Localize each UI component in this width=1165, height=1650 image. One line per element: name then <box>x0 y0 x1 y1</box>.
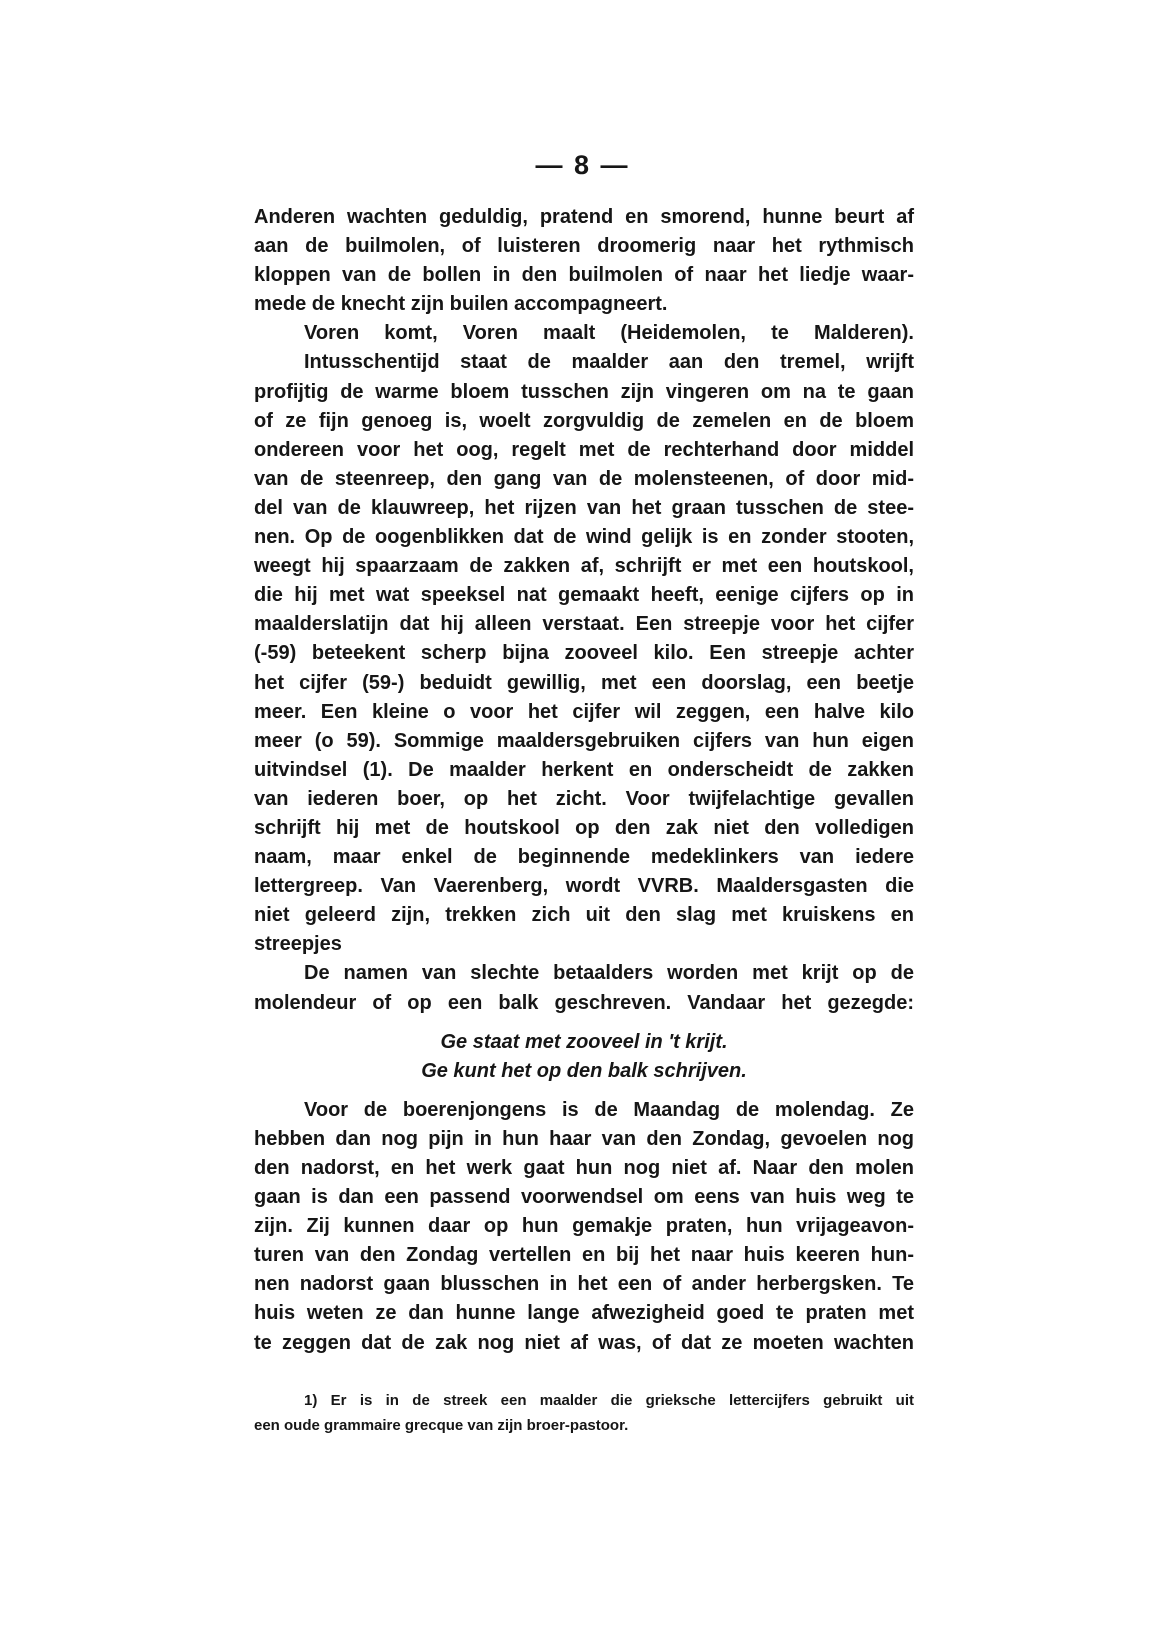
spacer <box>254 1018 914 1028</box>
text-line: De namen van slechte betaalders worden met krijt op de <box>304 962 914 985</box>
text-line: mede de knecht zijn builen accompagneert. <box>254 293 668 316</box>
text-line: weegt hij spaarzaam de zakken af, schrijft er met een houtskool, <box>254 555 914 578</box>
body-text <box>254 203 914 1358</box>
text-line: meer (o 59). Sommige maaldersgebruiken cijfers van hun eigen <box>254 729 914 752</box>
text-line: Voren komt, Voren maalt (Heidemolen, te Malderen). <box>304 322 914 345</box>
text-line: ondereen voor het oog, regelt met de rechterhand door middel <box>254 438 914 461</box>
text-line: del van de klauwreep, het rijzen van het graan tusschen de stee- <box>254 496 914 519</box>
text-line: aan de builmolen, of luisteren droomerig naar het rythmisch <box>254 235 914 258</box>
text-line: Anderen wachten geduldig, pratend en smorend, hunne beurt af <box>254 206 914 228</box>
text-line: nen nadorst gaan blusschen in het een of ander herbergsken. Te <box>254 1273 914 1296</box>
spacer <box>254 1086 914 1096</box>
text-line: nen. Op de oogenblikken dat de wind gelijk is en zonder stooten, <box>254 526 914 549</box>
text-line: (-59) beteekent scherp bijna zooveel kilo. Een streepje achter <box>254 642 914 665</box>
footnote-line: 1) Er is in de streek een maalder die grieksche lettercijfers gebruikt uit <box>304 1392 914 1409</box>
text-line: hebben dan nog pijn in hun haar van den Zondag, gevoelen nog <box>254 1127 914 1150</box>
text-line: van de steenreep, den gang van de molensteenen, of door mid- <box>254 467 914 490</box>
footnote <box>254 1388 914 1438</box>
text-line: uitvindsel (1). De maalder herkent en onderscheidt de zakken <box>254 758 914 781</box>
text-line: Ge kunt het op den balk schrijven. <box>421 1059 747 1082</box>
footnote-line: een oude grammaire grecque van zijn broer-pastoor. <box>254 1417 629 1434</box>
text-line: zijn. Zij kunnen daar op hun gemakje praten, hun vrijageavon- <box>254 1215 914 1238</box>
page-number: — 8 — <box>535 150 630 180</box>
text-line: schrijft hij met de houtskool op den zak niet den volledigen <box>254 816 914 839</box>
text-line: naam, maar enkel de beginnende medeklinkers van iedere <box>254 846 914 869</box>
text-line: Intusschentijd staat de maalder aan den tremel, wrijft <box>304 351 914 374</box>
text-line: den nadorst, en het werk gaat hun nog niet af. Naar den molen <box>254 1157 914 1179</box>
text-line: gaan is dan een passend voorwendsel om eens van huis weg te <box>254 1186 914 1209</box>
text-line: meer. Een kleine o voor het cijfer wil zeggen, een halve kilo <box>254 700 914 723</box>
text-line: Voor de boerenjongens is de Maandag de molendag. Ze <box>304 1098 914 1121</box>
text-line: huis weten ze dan hunne lange afwezigheid goed te praten met <box>254 1302 914 1325</box>
text-line: turen van den Zondag vertellen en bij het naar huis keeren hun- <box>254 1244 914 1267</box>
text-line: maalderslatijn dat hij alleen verstaat. Een streepje voor het cijfer <box>254 613 914 636</box>
text-line: molendeur of op een balk geschreven. Vandaar het gezegde: <box>254 991 914 1014</box>
text-line: kloppen van de bollen in den builmolen of naar het liedje waar- <box>254 264 914 287</box>
text-line: profijtig de warme bloem tusschen zijn vingeren om na te gaan <box>254 380 914 403</box>
text-line: streepjes <box>254 933 342 956</box>
text-line: van iederen boer, op het zicht. Voor twijfelachtige gevallen <box>254 787 914 810</box>
text-line: die hij met wat speeksel nat gemaakt heeft, eenige cijfers op in <box>254 584 914 607</box>
text-line: te zeggen dat de zak nog niet af was, of dat ze moeten wachten <box>254 1331 914 1354</box>
text-line: het cijfer (59-) beduidt gewillig, met een doorslag, een beetje <box>254 671 914 694</box>
text-line: lettergreep. Van Vaerenberg, wordt VVRB. Maaldersgasten die <box>254 875 914 898</box>
text-line: Ge staat met zooveel in 't krijt. <box>440 1030 728 1053</box>
text-line: niet geleerd zijn, trekken zich uit den slag met kruiskens en <box>254 904 914 927</box>
text-line: of ze fijn genoeg is, woelt zorgvuldig de zemelen en de bloem <box>254 409 914 432</box>
